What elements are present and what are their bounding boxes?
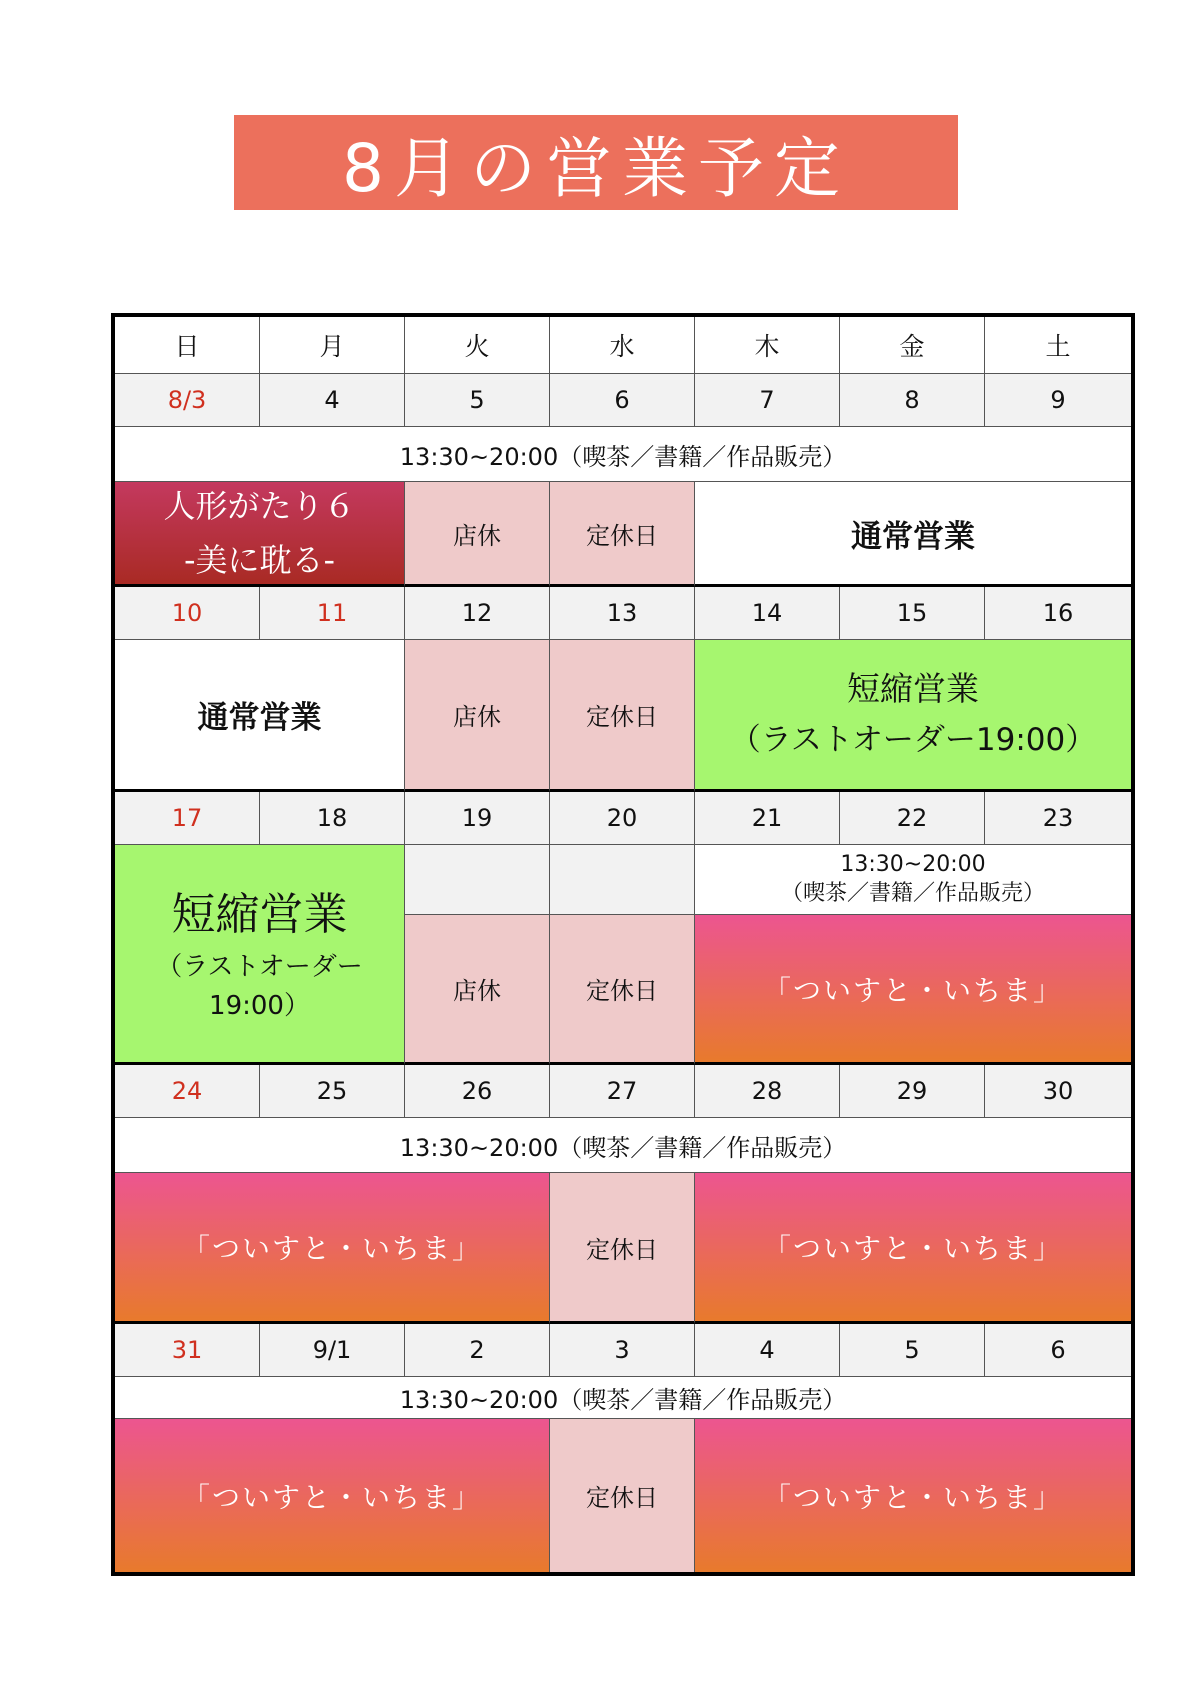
weekday-tue: 火 [405,317,550,374]
date-cell: 6 [985,1324,1131,1377]
event-twist-cell: 「ついすと・いちま」 [695,915,1131,1065]
hours-row: 13:30~20:00（喫茶／書籍／作品販売） [115,427,1131,482]
hours-row: 13:30~20:00（喫茶／書籍／作品販売） [115,1377,1131,1419]
hours-time: 13:30~20:00 [840,851,986,877]
last-order-label: （ラストオーダー19:00） [729,722,1097,759]
date-cell: 7 [695,374,840,427]
date-cell: 13 [550,587,695,640]
weekday-sat: 土 [985,317,1131,374]
hours-cell [695,845,1131,915]
date-cell: 9 [985,374,1131,427]
date-cell: 20 [550,792,695,845]
short-business-cell [115,845,405,1065]
date-cell: 19 [405,792,550,845]
weekday-fri: 金 [840,317,985,374]
date-cell: 8/3 [115,374,260,427]
date-cell: 31 [115,1324,260,1377]
date-cell: 22 [840,792,985,845]
normal-business-cell: 通常営業 [115,640,405,792]
date-cell: 2 [405,1324,550,1377]
date-cell: 3 [550,1324,695,1377]
store-closed-cell: 店休 [405,915,550,1065]
event-twist-cell: 「ついすと・いちま」 [115,1173,550,1324]
date-cell: 21 [695,792,840,845]
date-cell: 27 [550,1065,695,1118]
short-business-cell [695,640,1131,792]
weekday-wed: 水 [550,317,695,374]
event-twist-cell: 「ついすと・いちま」 [115,1419,550,1572]
date-cell: 23 [985,792,1131,845]
date-cell: 6 [550,374,695,427]
date-cell: 25 [260,1065,405,1118]
date-cell: 17 [115,792,260,845]
event-twist-cell: 「ついすと・いちま」 [695,1173,1131,1324]
short-business-label: 短縮営業 [847,669,979,709]
regular-holiday-cell: 定休日 [550,915,695,1065]
date-cell: 29 [840,1065,985,1118]
date-cell: 28 [695,1065,840,1118]
regular-holiday-cell: 定休日 [550,482,695,587]
hours-detail: （喫茶／書籍／作品販売） [780,880,1045,906]
weekday-sun: 日 [115,317,260,374]
store-closed-cell: 店休 [405,640,550,792]
regular-holiday-cell: 定休日 [550,1419,695,1572]
event-twist-cell: 「ついすと・いちま」 [695,1419,1131,1572]
date-cell: 5 [840,1324,985,1377]
event-subtitle: -美に耽る- [183,541,336,579]
date-cell: 16 [985,587,1131,640]
date-cell: 5 [405,374,550,427]
date-cell: 15 [840,587,985,640]
normal-business-cell: 通常営業 [695,482,1131,587]
date-cell: 8 [840,374,985,427]
weekday-mon: 月 [260,317,405,374]
date-cell: 4 [695,1324,840,1377]
page-title: 8月の営業予定 [234,115,958,210]
date-cell: 14 [695,587,840,640]
store-closed-cell: 店休 [405,482,550,587]
hours-row: 13:30~20:00（喫茶／書籍／作品販売） [115,1118,1131,1173]
weekday-thu: 木 [695,317,840,374]
date-cell: 18 [260,792,405,845]
last-order-label: （ラストオーダー19:00） [156,951,363,1021]
date-cell: 10 [115,587,260,640]
regular-holiday-cell: 定休日 [550,640,695,792]
empty-cell [550,845,695,915]
date-cell: 12 [405,587,550,640]
empty-cell [405,845,550,915]
date-cell: 30 [985,1065,1131,1118]
regular-holiday-cell: 定休日 [550,1173,695,1324]
schedule-table [111,313,1135,1576]
date-cell: 26 [405,1065,550,1118]
short-business-label: 短縮営業 [171,888,348,940]
date-cell: 11 [260,587,405,640]
event-title: 人形がたり６ [163,486,356,525]
date-cell: 24 [115,1065,260,1118]
event-doll-exhibition [115,482,405,587]
date-cell: 4 [260,374,405,427]
date-cell: 9/1 [260,1324,405,1377]
